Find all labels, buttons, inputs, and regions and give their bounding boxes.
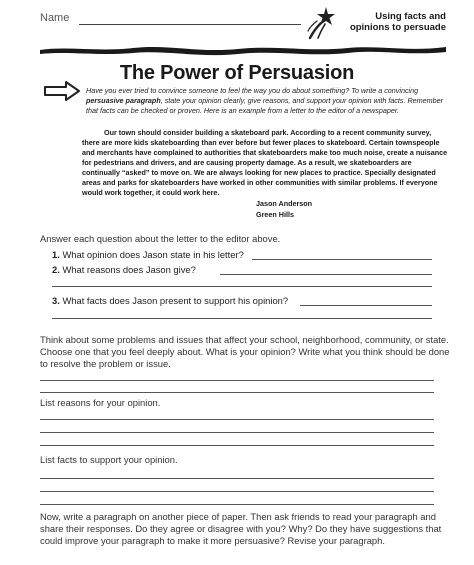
intro-text-before: Have you ever tried to convince someone to feel the way you do about something? To write a convincing: [86, 86, 419, 95]
signature-place: Green Hills: [256, 210, 294, 219]
question-number: 3.: [52, 295, 60, 306]
shooting-star-icon: [306, 4, 340, 40]
header-brush-divider: [38, 40, 448, 58]
page-title: The Power of Persuasion: [119, 62, 355, 84]
answer-line-3b[interactable]: [52, 318, 432, 319]
name-field-line[interactable]: [79, 24, 301, 25]
signature-name: Jason Anderson: [256, 199, 313, 208]
topic-line-1: Using facts and: [375, 11, 446, 22]
facts-label: List facts to support your opinion.: [40, 454, 178, 465]
question-3: [52, 295, 288, 306]
reasons-line-1[interactable]: [40, 419, 434, 420]
topic-label: [336, 11, 446, 33]
opinion-prompt: Think about some problems and issues that affect your school, neighborhood, community, or state. Choose one that you feel deeply about. What is your opinion? Write what you think should be done to resolve the problem or issue.: [40, 334, 450, 369]
question-1: [52, 249, 244, 260]
reasons-line-2[interactable]: [40, 432, 434, 433]
name-label: Name: [40, 12, 70, 24]
answer-line-3[interactable]: [300, 305, 432, 306]
intro-bold-term: persuasive paragraph: [86, 96, 161, 105]
final-prompt: Now, write a paragraph on another piece of paper. Then ask friends to read your paragraph and share their responses. Do they agree or disagree with you? Why? Do they have suggestions that could improve your paragraph to make it more persuasive? Revise your paragraph.: [40, 511, 442, 546]
letter-body: Our town should consider building a skateboard park. According to a recent community survey, there are more kids skateboarding than ever before but fewer places to skateboard. Certain townspeople and merchants have complained to authorities that skateboarders make too much noise, create a nuisance for pedestrians and drivers, and are causing property damage. As a result, we skateboarders are continually “asked” to move on. We are always looking for new places to practice. Specially designated areas and parks for skateboarders have worked in other communities with similar problems. If everyone would work together, it could work here.: [82, 128, 448, 197]
facts-line-2[interactable]: [40, 491, 434, 492]
question-text: What reasons does Jason give?: [62, 264, 196, 275]
answer-line-2b[interactable]: [52, 286, 432, 287]
arrow-right-icon: [42, 80, 82, 102]
question-text: What opinion does Jason state in his letter?: [62, 249, 244, 260]
facts-line-3[interactable]: [40, 504, 434, 505]
question-2: [52, 264, 196, 275]
question-text: What facts does Jason present to support his opinion?: [62, 295, 289, 306]
answer-line-2[interactable]: [220, 274, 432, 275]
question-number: 1.: [52, 249, 60, 260]
reasons-line-3[interactable]: [40, 445, 434, 446]
reasons-label: List reasons for your opinion.: [40, 397, 161, 408]
answer-line-1[interactable]: [252, 259, 432, 260]
facts-line-1[interactable]: [40, 478, 434, 479]
opinion-line-2[interactable]: [40, 392, 434, 393]
topic-line-2: opinions to persuade: [349, 22, 446, 33]
intro-text-after: , state your opinion clearly, give reasons, and support your opinion with facts. Remember that facts can be checked or proven. Here is an example from a letter to the editor of a newspaper.: [86, 96, 444, 115]
opinion-line-1[interactable]: [40, 380, 434, 381]
question-number: 2.: [52, 264, 60, 275]
instructions: Answer each question about the letter to the editor above.: [40, 233, 281, 244]
intro-text: [86, 86, 446, 116]
